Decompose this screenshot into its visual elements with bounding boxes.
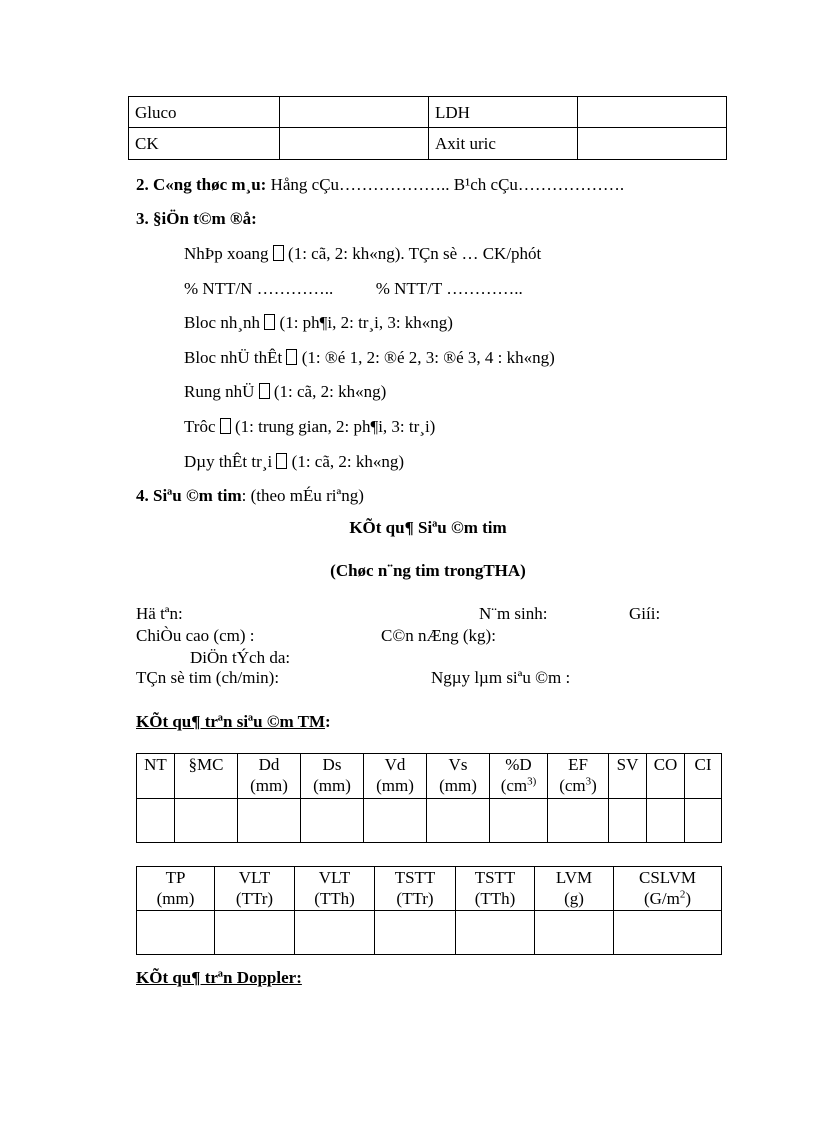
value-cell[interactable] <box>215 911 295 955</box>
ck-label: CK <box>135 134 159 153</box>
ecg-line-sinus: NhÞp xoang (1: cã, 2: kh«ng). TÇn sè … CK/phót <box>184 244 542 263</box>
section-2-text: Hång cÇu……………….. B¹ch cÇu………………. <box>270 175 625 194</box>
value-cell[interactable] <box>685 799 722 843</box>
gluco-value-cell <box>280 97 429 128</box>
bsa-label: DiÖn tÝch da: <box>190 648 291 667</box>
ck-value-cell <box>280 128 429 160</box>
height-label: ChiÒu cao (cm) : <box>136 626 255 645</box>
header-tstt-tth: TSTT (TTh) <box>456 867 535 911</box>
tm-table-2-value-row <box>137 911 722 955</box>
checkbox-axis[interactable] <box>220 418 231 434</box>
tm-heading: KÕt qu¶ trªn siªu ©m TM: <box>136 712 331 731</box>
header-pct-d: %D ($cm^{3)}$ <box>490 754 548 799</box>
section-4-heading: 4. Siªu ©m tim <box>136 486 242 505</box>
value-cell[interactable] <box>614 911 722 955</box>
header-cslvm: CSLVM $(G/m^2)$ <box>614 867 722 911</box>
header-co: CO <box>647 754 685 799</box>
ecg-line-atrial-fibrillation: Rung nhÜ (1: cã, 2: kh«ng) <box>184 382 387 401</box>
result-subtitle: (Chøc n¨ng tim trongTHA) <box>330 561 526 580</box>
birth-year-label: N¨m sinh: <box>479 604 548 623</box>
weight-label: C©n nÆng (kg): <box>381 626 496 645</box>
header-ds: Ds (mm) <box>301 754 364 799</box>
header-vs: Vs (mm) <box>427 754 490 799</box>
header-vd: Vd (mm) <box>364 754 427 799</box>
ecg-line-axis: Trôc (1: trung gian, 2: ph¶i, 3: tr¸i) <box>184 417 436 436</box>
section-4-note: : (theo mÉu riªng) <box>241 486 364 505</box>
header-lvm: LVM (g) <box>535 867 614 911</box>
value-cell[interactable] <box>427 799 490 843</box>
value-cell[interactable] <box>456 911 535 955</box>
header-nt: NT <box>137 754 175 799</box>
header-tp: TP (mm) <box>137 867 215 911</box>
ldh-label: LDH <box>435 103 470 122</box>
value-cell[interactable] <box>535 911 614 955</box>
lab-table <box>128 96 727 160</box>
value-cell[interactable] <box>175 799 238 843</box>
checkbox-sinus[interactable] <box>273 245 284 261</box>
section-2-heading: 2. C«ng thøc m¸u: <box>136 175 267 194</box>
ck-label-cell <box>129 128 280 160</box>
gluco-label-cell <box>129 97 280 128</box>
ecg-line-ntt: % NTT/N ………….. % NTT/T ………….. <box>184 279 523 298</box>
section-4-line <box>136 486 364 506</box>
ecg-line-bundle-branch-block: Bloc nh¸nh (1: ph¶i, 2: tr¸i, 3: kh«ng) <box>184 313 453 332</box>
axit-uric-label: Axit uric <box>435 134 496 153</box>
tm-table-1-value-row <box>137 799 722 843</box>
axit-uric-label-cell <box>429 128 578 160</box>
tm-table-1 <box>136 753 722 843</box>
checkbox-lvh[interactable] <box>276 453 287 469</box>
value-cell[interactable] <box>137 799 175 843</box>
value-cell[interactable] <box>647 799 685 843</box>
section-2-line <box>136 175 624 195</box>
value-cell[interactable] <box>137 911 215 955</box>
value-cell[interactable] <box>375 911 456 955</box>
header-vlt-ttr: VLT (TTr) <box>215 867 295 911</box>
value-cell[interactable] <box>548 799 609 843</box>
header-ci: CI <box>685 754 722 799</box>
ecg-line-lvh: Dµy thÊt tr¸i (1: cã, 2: kh«ng) <box>184 452 405 471</box>
gender-label: Giíi: <box>629 604 661 623</box>
value-cell[interactable] <box>238 799 301 843</box>
doppler-heading: KÕt qu¶ trªn Doppler: <box>136 968 302 987</box>
header-dd: Dd (mm) <box>238 754 301 799</box>
header-tstt-ttr: TSTT (TTr) <box>375 867 456 911</box>
heart-rate-label: TÇn sè tim (ch/min): <box>136 668 280 687</box>
header-vlt-tth: VLT (TTh) <box>295 867 375 911</box>
value-cell[interactable] <box>364 799 427 843</box>
value-cell[interactable] <box>490 799 548 843</box>
checkbox-av-block[interactable] <box>286 349 297 365</box>
exam-date-label: Ngµy lµm siªu ©m : <box>431 668 571 687</box>
patient-name-label: Hä tªn: <box>136 604 183 623</box>
axit-uric-value-cell <box>578 128 727 160</box>
header-sv: SV <box>609 754 647 799</box>
checkbox-bundle-branch-block[interactable] <box>264 314 275 330</box>
result-title: KÕt qu¶ Siªu ©m tim <box>349 518 507 537</box>
header-ef: EF $(cm^3)$ <box>548 754 609 799</box>
tm-table-2 <box>136 866 722 955</box>
checkbox-atrial-fibrillation[interactable] <box>259 383 270 399</box>
ecg-line-av-block: Bloc nhÜ thÊt (1: ®é 1, 2: ®é 2, 3: ®é 3, 4 : kh«ng) <box>184 348 555 367</box>
section-3-heading: 3. §iÖn t©m ®å: <box>136 209 257 228</box>
value-cell[interactable] <box>609 799 647 843</box>
ldh-label-cell <box>429 97 578 128</box>
value-cell[interactable] <box>301 799 364 843</box>
ldh-value-cell <box>578 97 727 128</box>
gluco-label: Gluco <box>135 103 177 122</box>
header-dmc: §MC <box>175 754 238 799</box>
value-cell[interactable] <box>295 911 375 955</box>
